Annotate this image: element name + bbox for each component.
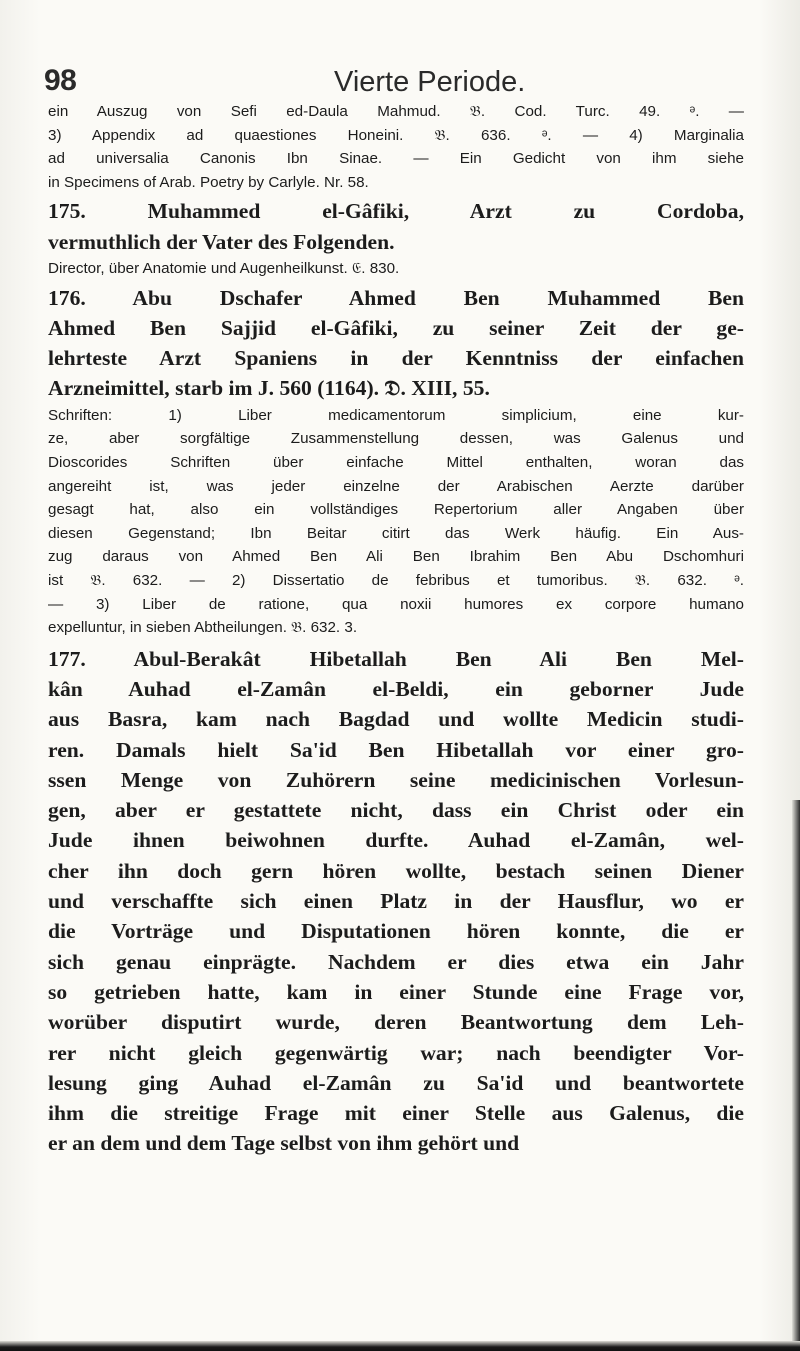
text-line: und verschaffte sich einen Platz in der Hausflur, wo er <box>48 889 744 914</box>
text-line: ze, aber sorgfältige Zusammenstellung dessen, was Galenus und <box>48 430 744 448</box>
text-line: Director, über Anatomie und Augenheilkunst. 𝔈. 830. <box>48 259 400 277</box>
body-text <box>48 100 744 1159</box>
text-line: ist 𝔅. 632. — 2) Dissertatio de febribus et tumoribus. 𝔅. 632. ᵊ. <box>48 571 744 589</box>
entry-175-heading <box>48 196 744 257</box>
text-line: 175. Muhammed el-Gâfiki, Arzt zu Cordoba, <box>48 199 744 224</box>
page-number: 98 <box>44 64 77 97</box>
text-line: diesen Gegenstand; Ibn Beitar citirt das Werk häufig. Ein Aus- <box>48 524 744 542</box>
page-edge-shadow <box>792 800 800 1341</box>
text-line: angereiht ist, was jeder einzelne der Arabischen Aerzte darüber <box>48 477 744 495</box>
text-line: rer nicht gleich gegenwärtig war; nach beendigter Vor- <box>48 1040 744 1065</box>
text-line: 176. Abu Dschafer Ahmed Ben Muhammed Ben <box>48 285 744 310</box>
paragraph-intro <box>48 100 744 194</box>
text-line: er an dem und dem Tage selbst von ihm gehört und <box>48 1131 520 1156</box>
text-line: ssen Menge von Zuhörern seine medicinischen Vorlesun- <box>48 767 744 792</box>
text-line: Arzneimittel, starb im J. 560 (1164). 𝔇. XIII, 55. <box>48 376 490 401</box>
text-line: Jude ihnen beiwohnen durfte. Auhad el-Zamân, wel- <box>48 828 744 853</box>
text-line: 3) Appendix ad quaestiones Honeini. 𝔅. 636. ᵊ. — 4) Marginalia <box>48 126 744 144</box>
entry-176-heading <box>48 283 744 404</box>
text-line: — 3) Liber de ratione, qua noxii humores ex corpore humano <box>48 595 744 613</box>
text-line: aus Basra, kam nach Bagdad und wollte Medicin studi- <box>48 707 744 732</box>
text-line: ein Auszug von Sefi ed-Daula Mahmud. 𝔅. Cod. Turc. 49. ᵊ. — <box>48 103 744 120</box>
text-line: gen, aber er gestattete nicht, dass ein Christ oder ein <box>48 798 744 823</box>
entry-176-works <box>48 404 744 640</box>
text-line: Ahmed Ben Sajjid el-Gâfiki, zu seiner Zeit der ge- <box>48 315 744 340</box>
entry-175-note <box>48 257 744 281</box>
text-line: expelluntur, in sieben Abtheilungen. 𝔅. 632. 3. <box>48 619 358 637</box>
text-line: ad universalia Canonis Ibn Sinae. — Ein Gedicht von ihm siehe <box>48 150 744 168</box>
text-line: kân Auhad el-Zamân el-Beldi, ein geborner Jude <box>48 676 744 701</box>
text-line: Schriften: 1) Liber medicamentorum simplicium, eine kur- <box>48 406 744 424</box>
text-line: sich genau einprägte. Nachdem er dies etwa ein Jahr <box>48 949 744 974</box>
text-line: die Vorträge und Disputationen hören konnte, die er <box>48 919 744 944</box>
text-line: 177. Abul-Berakât Hibetallah Ben Ali Ben Mel- <box>48 646 744 671</box>
text-line: vermuthlich der Vater des Folgenden. <box>48 229 395 254</box>
page-bottom-edge <box>0 1341 800 1351</box>
running-title: Vierte Periode. <box>334 66 526 98</box>
text-line: Dioscorides Schriften über einfache Mittel enthalten, woran das <box>48 453 744 471</box>
text-line: zug daraus von Ahmed Ben Ali Ben Ibrahim Ben Abu Dschomhuri <box>48 548 744 566</box>
text-line: in Specimens of Arab. Poetry by Carlyle. Nr. 58. <box>48 173 369 191</box>
text-line: so getrieben hatte, kam in einer Stunde eine Frage vor, <box>48 979 744 1004</box>
text-line: ren. Damals hielt Sa'id Ben Hibetallah vor einer gro- <box>48 737 744 762</box>
text-line: gesagt hat, also ein vollständiges Repertorium aller Angaben über <box>48 501 744 519</box>
text-line: cher ihn doch gern hören wollte, bestach seinen Diener <box>48 858 744 883</box>
text-line: worüber disputirt wurde, deren Beantwortung dem Leh- <box>48 1010 744 1035</box>
text-line: lehrteste Arzt Spaniens in der Kenntniss der einfachen <box>48 346 744 371</box>
entry-177 <box>48 644 744 1159</box>
text-line: lesung ging Auhad el-Zamân zu Sa'id und beantwortete <box>48 1070 744 1095</box>
text-line: ihm die streitige Frage mit einer Stelle aus Galenus, die <box>48 1101 744 1126</box>
